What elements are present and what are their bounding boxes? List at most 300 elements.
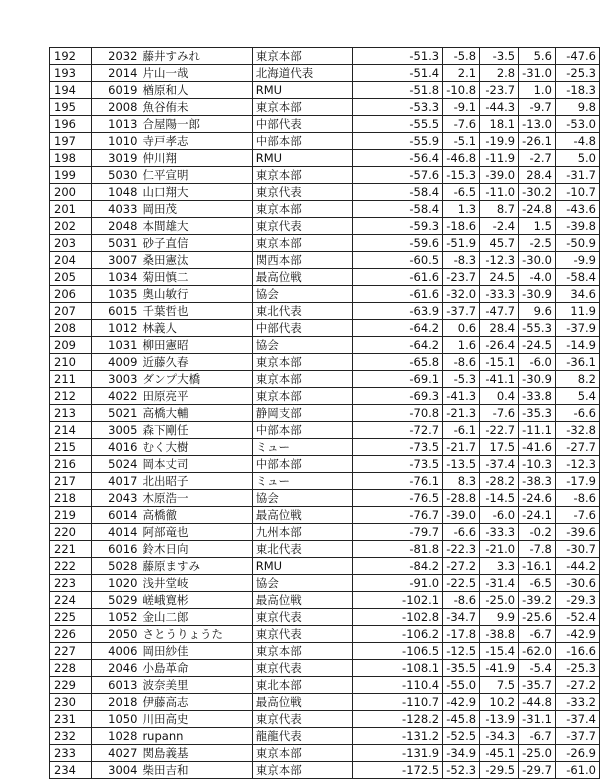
player-id-cell: 4014 xyxy=(92,524,141,541)
table-row xyxy=(50,490,600,507)
score-cell-4: 8.2 xyxy=(555,371,599,388)
total-score-cell: -172.5 xyxy=(352,762,443,779)
score-cell-3: -38.3 xyxy=(519,473,556,490)
player-name-cell: 千葉哲也 xyxy=(140,303,252,320)
total-score-cell: -76.1 xyxy=(352,473,443,490)
score-cell-2: -28.2 xyxy=(480,473,519,490)
score-cell-1: -46.8 xyxy=(443,150,480,167)
total-score-cell: -72.7 xyxy=(352,422,443,439)
score-cell-1: -42.9 xyxy=(443,694,480,711)
score-cell-1: -52.3 xyxy=(443,762,480,779)
score-cell-2: -45.1 xyxy=(480,745,519,762)
organization-cell: RMU xyxy=(252,558,352,575)
score-cell-1: -37.7 xyxy=(443,303,480,320)
score-cell-3: -6.5 xyxy=(519,575,556,592)
organization-cell: 東北代表 xyxy=(252,541,352,558)
table-row xyxy=(50,184,600,201)
score-cell-4: -29.3 xyxy=(555,592,599,609)
table-row xyxy=(50,269,600,286)
total-score-cell: -110.7 xyxy=(352,694,443,711)
total-score-cell: -59.3 xyxy=(352,218,443,235)
organization-cell: 中部代表 xyxy=(252,320,352,337)
score-cell-1: -8.6 xyxy=(443,592,480,609)
rank-cell: 218 xyxy=(50,490,92,507)
player-id-cell: 2032 xyxy=(92,48,141,65)
table-row xyxy=(50,218,600,235)
score-cell-2: -26.4 xyxy=(480,337,519,354)
player-id-cell: 5029 xyxy=(92,592,141,609)
table-row xyxy=(50,558,600,575)
player-id-cell: 1013 xyxy=(92,116,141,133)
table-row xyxy=(50,609,600,626)
organization-cell: 東京本部 xyxy=(252,48,352,65)
rank-cell: 230 xyxy=(50,694,92,711)
score-cell-4: -7.6 xyxy=(555,507,599,524)
player-id-cell: 5024 xyxy=(92,456,141,473)
score-cell-3: -0.2 xyxy=(519,524,556,541)
player-name-cell: 本間雄大 xyxy=(140,218,252,235)
score-cell-4: -17.9 xyxy=(555,473,599,490)
total-score-cell: -76.5 xyxy=(352,490,443,507)
score-cell-1: -6.1 xyxy=(443,422,480,439)
score-cell-3: -25.0 xyxy=(519,745,556,762)
table-row xyxy=(50,133,600,150)
player-name-cell: 小島革命 xyxy=(140,660,252,677)
score-cell-2: 0.4 xyxy=(480,388,519,405)
score-cell-2: -38.8 xyxy=(480,626,519,643)
rank-cell: 208 xyxy=(50,320,92,337)
score-cell-2: -13.9 xyxy=(480,711,519,728)
score-cell-3: -24.5 xyxy=(519,337,556,354)
score-cell-2: 2.8 xyxy=(480,65,519,82)
player-name-cell: 寺戸孝志 xyxy=(140,133,252,150)
score-cell-1: -51.9 xyxy=(443,235,480,252)
score-cell-1: -8.3 xyxy=(443,252,480,269)
score-cell-1: -5.1 xyxy=(443,133,480,150)
total-score-cell: -106.5 xyxy=(352,643,443,660)
score-cell-2: 7.5 xyxy=(480,677,519,694)
score-cell-2: -29.5 xyxy=(480,762,519,779)
score-cell-2: -11.9 xyxy=(480,150,519,167)
score-cell-3: 9.6 xyxy=(519,303,556,320)
organization-cell: 最高位戦 xyxy=(252,507,352,524)
player-name-cell: 魚谷侑未 xyxy=(140,99,252,116)
player-id-cell: 4022 xyxy=(92,388,141,405)
rank-cell: 194 xyxy=(50,82,92,99)
rank-cell: 192 xyxy=(50,48,92,65)
score-cell-4: -16.6 xyxy=(555,643,599,660)
table-row xyxy=(50,371,600,388)
total-score-cell: -55.5 xyxy=(352,116,443,133)
score-cell-3: -7.8 xyxy=(519,541,556,558)
organization-cell: ミュー xyxy=(252,439,352,456)
score-cell-2: -21.0 xyxy=(480,541,519,558)
score-cell-4: -47.6 xyxy=(555,48,599,65)
total-score-cell: -128.2 xyxy=(352,711,443,728)
player-id-cell: 2008 xyxy=(92,99,141,116)
player-id-cell: 4009 xyxy=(92,354,141,371)
total-score-cell: -58.4 xyxy=(352,201,443,218)
player-name-cell: 菊田慎二 xyxy=(140,269,252,286)
player-id-cell: 6014 xyxy=(92,507,141,524)
total-score-cell: -84.2 xyxy=(352,558,443,575)
score-cell-1: -32.0 xyxy=(443,286,480,303)
total-score-cell: -81.8 xyxy=(352,541,443,558)
score-cell-1: -21.3 xyxy=(443,405,480,422)
score-cell-2: -22.7 xyxy=(480,422,519,439)
player-id-cell: 5021 xyxy=(92,405,141,422)
total-score-cell: -56.4 xyxy=(352,150,443,167)
player-id-cell: 1020 xyxy=(92,575,141,592)
score-cell-4: -39.8 xyxy=(555,218,599,235)
score-cell-2: -15.4 xyxy=(480,643,519,660)
rank-cell: 201 xyxy=(50,201,92,218)
player-id-cell: 5031 xyxy=(92,235,141,252)
rank-cell: 202 xyxy=(50,218,92,235)
organization-cell: 東京本部 xyxy=(252,762,352,779)
score-cell-3: -11.1 xyxy=(519,422,556,439)
score-cell-4: -4.8 xyxy=(555,133,599,150)
score-cell-3: -30.9 xyxy=(519,286,556,303)
score-cell-4: -37.7 xyxy=(555,728,599,745)
organization-cell: 東京本部 xyxy=(252,99,352,116)
table-row xyxy=(50,660,600,677)
score-cell-3: -4.0 xyxy=(519,269,556,286)
score-cell-3: -26.1 xyxy=(519,133,556,150)
rank-cell: 217 xyxy=(50,473,92,490)
score-cell-3: -2.7 xyxy=(519,150,556,167)
score-cell-2: 18.1 xyxy=(480,116,519,133)
rank-cell: 211 xyxy=(50,371,92,388)
organization-cell: 龍龍代表 xyxy=(252,728,352,745)
score-cell-2: 28.4 xyxy=(480,320,519,337)
total-score-cell: -73.5 xyxy=(352,439,443,456)
organization-cell: 東京代表 xyxy=(252,711,352,728)
score-cell-3: -16.1 xyxy=(519,558,556,575)
player-name-cell: 高橋徹 xyxy=(140,507,252,524)
table-row xyxy=(50,422,600,439)
table-row xyxy=(50,694,600,711)
total-score-cell: -91.0 xyxy=(352,575,443,592)
score-cell-3: -24.1 xyxy=(519,507,556,524)
score-cell-2: 17.5 xyxy=(480,439,519,456)
score-cell-1: -5.8 xyxy=(443,48,480,65)
organization-cell: 中部代表 xyxy=(252,116,352,133)
organization-cell: 静岡支部 xyxy=(252,405,352,422)
player-name-cell: 北出昭子 xyxy=(140,473,252,490)
score-cell-4: -12.3 xyxy=(555,456,599,473)
score-cell-4: -30.6 xyxy=(555,575,599,592)
score-cell-1: 1.6 xyxy=(443,337,480,354)
organization-cell: 中部本部 xyxy=(252,133,352,150)
score-cell-3: -41.6 xyxy=(519,439,556,456)
score-cell-4: -31.7 xyxy=(555,167,599,184)
total-score-cell: -51.4 xyxy=(352,65,443,82)
total-score-cell: -61.6 xyxy=(352,286,443,303)
score-cell-3: -33.8 xyxy=(519,388,556,405)
score-cell-4: -10.7 xyxy=(555,184,599,201)
total-score-cell: -51.8 xyxy=(352,82,443,99)
score-cell-2: -47.7 xyxy=(480,303,519,320)
player-name-cell: 柴田吉和 xyxy=(140,762,252,779)
player-name-cell: 林義人 xyxy=(140,320,252,337)
score-cell-3: -30.9 xyxy=(519,371,556,388)
rank-cell: 231 xyxy=(50,711,92,728)
organization-cell: 東京本部 xyxy=(252,643,352,660)
score-cell-1: -41.3 xyxy=(443,388,480,405)
organization-cell: RMU xyxy=(252,150,352,167)
score-cell-3: -39.2 xyxy=(519,592,556,609)
total-score-cell: -60.5 xyxy=(352,252,443,269)
player-name-cell: 鈴木日向 xyxy=(140,541,252,558)
score-cell-4: -25.3 xyxy=(555,660,599,677)
score-cell-4: -37.9 xyxy=(555,320,599,337)
player-name-cell: 楢原和人 xyxy=(140,82,252,99)
score-cell-3: 1.0 xyxy=(519,82,556,99)
organization-cell: 中部本部 xyxy=(252,422,352,439)
player-name-cell: 波奈美里 xyxy=(140,677,252,694)
total-score-cell: -58.4 xyxy=(352,184,443,201)
score-cell-1: -34.7 xyxy=(443,609,480,626)
score-cell-2: -23.7 xyxy=(480,82,519,99)
organization-cell: 東京代表 xyxy=(252,218,352,235)
player-id-cell: 2046 xyxy=(92,660,141,677)
rank-cell: 220 xyxy=(50,524,92,541)
player-name-cell: 岡田茂 xyxy=(140,201,252,218)
player-name-cell: 嵯峨寛彬 xyxy=(140,592,252,609)
score-cell-2: -14.5 xyxy=(480,490,519,507)
score-cell-3: -24.6 xyxy=(519,490,556,507)
total-score-cell: -53.3 xyxy=(352,99,443,116)
player-name-cell: 合屋陽一郎 xyxy=(140,116,252,133)
player-id-cell: 1048 xyxy=(92,184,141,201)
score-cell-4: -27.7 xyxy=(555,439,599,456)
rank-cell: 229 xyxy=(50,677,92,694)
score-cell-2: -3.5 xyxy=(480,48,519,65)
player-name-cell: 森下剛任 xyxy=(140,422,252,439)
rank-cell: 223 xyxy=(50,575,92,592)
score-cell-3: -25.6 xyxy=(519,609,556,626)
score-cell-3: -13.0 xyxy=(519,116,556,133)
score-cell-1: -17.8 xyxy=(443,626,480,643)
score-cell-2: 3.3 xyxy=(480,558,519,575)
table-row xyxy=(50,643,600,660)
total-score-cell: -70.8 xyxy=(352,405,443,422)
score-cell-1: -39.0 xyxy=(443,507,480,524)
table-row xyxy=(50,354,600,371)
rank-cell: 226 xyxy=(50,626,92,643)
score-cell-4: -44.2 xyxy=(555,558,599,575)
score-cell-3: -9.7 xyxy=(519,99,556,116)
player-name-cell: 近藤久春 xyxy=(140,354,252,371)
player-id-cell: 3003 xyxy=(92,371,141,388)
total-score-cell: -102.8 xyxy=(352,609,443,626)
score-cell-4: -8.6 xyxy=(555,490,599,507)
score-cell-4: -42.9 xyxy=(555,626,599,643)
player-id-cell: 6015 xyxy=(92,303,141,320)
score-cell-2: -6.0 xyxy=(480,507,519,524)
organization-cell: 協会 xyxy=(252,575,352,592)
player-id-cell: 4016 xyxy=(92,439,141,456)
organization-cell: 東京本部 xyxy=(252,371,352,388)
table-row xyxy=(50,99,600,116)
score-cell-3: -31.1 xyxy=(519,711,556,728)
score-cell-2: -7.6 xyxy=(480,405,519,422)
rank-cell: 204 xyxy=(50,252,92,269)
score-cell-2: 45.7 xyxy=(480,235,519,252)
score-cell-3: -5.4 xyxy=(519,660,556,677)
rank-cell: 225 xyxy=(50,609,92,626)
player-name-cell: 岡田紗佳 xyxy=(140,643,252,660)
player-id-cell: 5028 xyxy=(92,558,141,575)
organization-cell: 東京代表 xyxy=(252,626,352,643)
score-cell-1: 2.1 xyxy=(443,65,480,82)
score-cell-3: -31.0 xyxy=(519,65,556,82)
score-cell-4: 9.8 xyxy=(555,99,599,116)
player-id-cell: 6016 xyxy=(92,541,141,558)
player-id-cell: 4006 xyxy=(92,643,141,660)
score-cell-2: 10.2 xyxy=(480,694,519,711)
score-cell-1: -7.6 xyxy=(443,116,480,133)
rank-cell: 233 xyxy=(50,745,92,762)
table-row xyxy=(50,286,600,303)
player-id-cell: 1052 xyxy=(92,609,141,626)
score-cell-1: -5.3 xyxy=(443,371,480,388)
total-score-cell: -64.2 xyxy=(352,320,443,337)
player-id-cell: 1012 xyxy=(92,320,141,337)
rank-cell: 213 xyxy=(50,405,92,422)
table-row xyxy=(50,711,600,728)
organization-cell: ミュー xyxy=(252,473,352,490)
player-id-cell: 2050 xyxy=(92,626,141,643)
player-name-cell: 桑田憲汰 xyxy=(140,252,252,269)
score-cell-1: -28.8 xyxy=(443,490,480,507)
rank-cell: 203 xyxy=(50,235,92,252)
player-name-cell: さとうりょうた xyxy=(140,626,252,643)
score-cell-2: 24.5 xyxy=(480,269,519,286)
score-cell-2: -39.0 xyxy=(480,167,519,184)
player-id-cell: 2018 xyxy=(92,694,141,711)
player-name-cell: 仲川翔 xyxy=(140,150,252,167)
total-score-cell: -102.1 xyxy=(352,592,443,609)
score-cell-3: -29.7 xyxy=(519,762,556,779)
player-id-cell: 1035 xyxy=(92,286,141,303)
rank-cell: 222 xyxy=(50,558,92,575)
score-cell-1: -52.5 xyxy=(443,728,480,745)
table-row xyxy=(50,252,600,269)
table-row xyxy=(50,575,600,592)
score-cell-1: -55.0 xyxy=(443,677,480,694)
score-cell-3: -6.7 xyxy=(519,728,556,745)
table-row xyxy=(50,473,600,490)
player-name-cell: 浅井堂岐 xyxy=(140,575,252,592)
score-cell-3: 28.4 xyxy=(519,167,556,184)
score-cell-1: -34.9 xyxy=(443,745,480,762)
organization-cell: 協会 xyxy=(252,337,352,354)
score-cell-4: -50.9 xyxy=(555,235,599,252)
table-row xyxy=(50,541,600,558)
total-score-cell: -51.3 xyxy=(352,48,443,65)
rank-cell: 232 xyxy=(50,728,92,745)
organization-cell: 東京代表 xyxy=(252,609,352,626)
score-cell-1: -22.3 xyxy=(443,541,480,558)
score-cell-1: -23.7 xyxy=(443,269,480,286)
organization-cell: 最高位戦 xyxy=(252,269,352,286)
total-score-cell: -69.3 xyxy=(352,388,443,405)
total-score-cell: -55.9 xyxy=(352,133,443,150)
player-id-cell: 1050 xyxy=(92,711,141,728)
table-row xyxy=(50,524,600,541)
rank-cell: 234 xyxy=(50,762,92,779)
rank-cell: 216 xyxy=(50,456,92,473)
score-cell-1: 0.6 xyxy=(443,320,480,337)
score-cell-2: -11.0 xyxy=(480,184,519,201)
score-cell-2: -37.4 xyxy=(480,456,519,473)
player-name-cell: 岡本丈司 xyxy=(140,456,252,473)
score-cell-3: 1.5 xyxy=(519,218,556,235)
organization-cell: 中部本部 xyxy=(252,456,352,473)
score-cell-3: -2.5 xyxy=(519,235,556,252)
score-cell-4: -61.0 xyxy=(555,762,599,779)
player-name-cell: rupann xyxy=(140,728,252,745)
score-cell-1: -10.8 xyxy=(443,82,480,99)
total-score-cell: -106.2 xyxy=(352,626,443,643)
total-score-cell: -61.6 xyxy=(352,269,443,286)
organization-cell: RMU xyxy=(252,82,352,99)
total-score-cell: -59.6 xyxy=(352,235,443,252)
rank-cell: 209 xyxy=(50,337,92,354)
total-score-cell: -69.1 xyxy=(352,371,443,388)
score-cell-4: -58.4 xyxy=(555,269,599,286)
score-cell-3: -6.7 xyxy=(519,626,556,643)
score-cell-2: -41.1 xyxy=(480,371,519,388)
total-score-cell: -63.9 xyxy=(352,303,443,320)
organization-cell: 東京本部 xyxy=(252,201,352,218)
table-row xyxy=(50,439,600,456)
rank-cell: 214 xyxy=(50,422,92,439)
total-score-cell: -79.7 xyxy=(352,524,443,541)
score-cell-2: -19.9 xyxy=(480,133,519,150)
score-cell-1: 8.3 xyxy=(443,473,480,490)
score-cell-3: -6.0 xyxy=(519,354,556,371)
total-score-cell: -110.4 xyxy=(352,677,443,694)
score-cell-4: 5.4 xyxy=(555,388,599,405)
organization-cell: 東京本部 xyxy=(252,235,352,252)
rank-cell: 206 xyxy=(50,286,92,303)
score-cell-3: -10.3 xyxy=(519,456,556,473)
organization-cell: 東京本部 xyxy=(252,745,352,762)
table-row xyxy=(50,745,600,762)
organization-cell: 関西本部 xyxy=(252,252,352,269)
score-cell-4: -6.6 xyxy=(555,405,599,422)
score-cell-3: -30.2 xyxy=(519,184,556,201)
player-id-cell: 2014 xyxy=(92,65,141,82)
score-cell-2: -34.3 xyxy=(480,728,519,745)
score-cell-2: -41.9 xyxy=(480,660,519,677)
total-score-cell: -131.2 xyxy=(352,728,443,745)
score-cell-4: 11.9 xyxy=(555,303,599,320)
score-cell-4: -14.9 xyxy=(555,337,599,354)
player-name-cell: 川田高史 xyxy=(140,711,252,728)
player-id-cell: 1028 xyxy=(92,728,141,745)
player-name-cell: 木原浩一 xyxy=(140,490,252,507)
rank-cell: 215 xyxy=(50,439,92,456)
player-name-cell: 柳田憲昭 xyxy=(140,337,252,354)
player-name-cell: 阿部竜也 xyxy=(140,524,252,541)
player-name-cell: 砂子直信 xyxy=(140,235,252,252)
player-id-cell: 4033 xyxy=(92,201,141,218)
ranking-table xyxy=(49,47,600,779)
